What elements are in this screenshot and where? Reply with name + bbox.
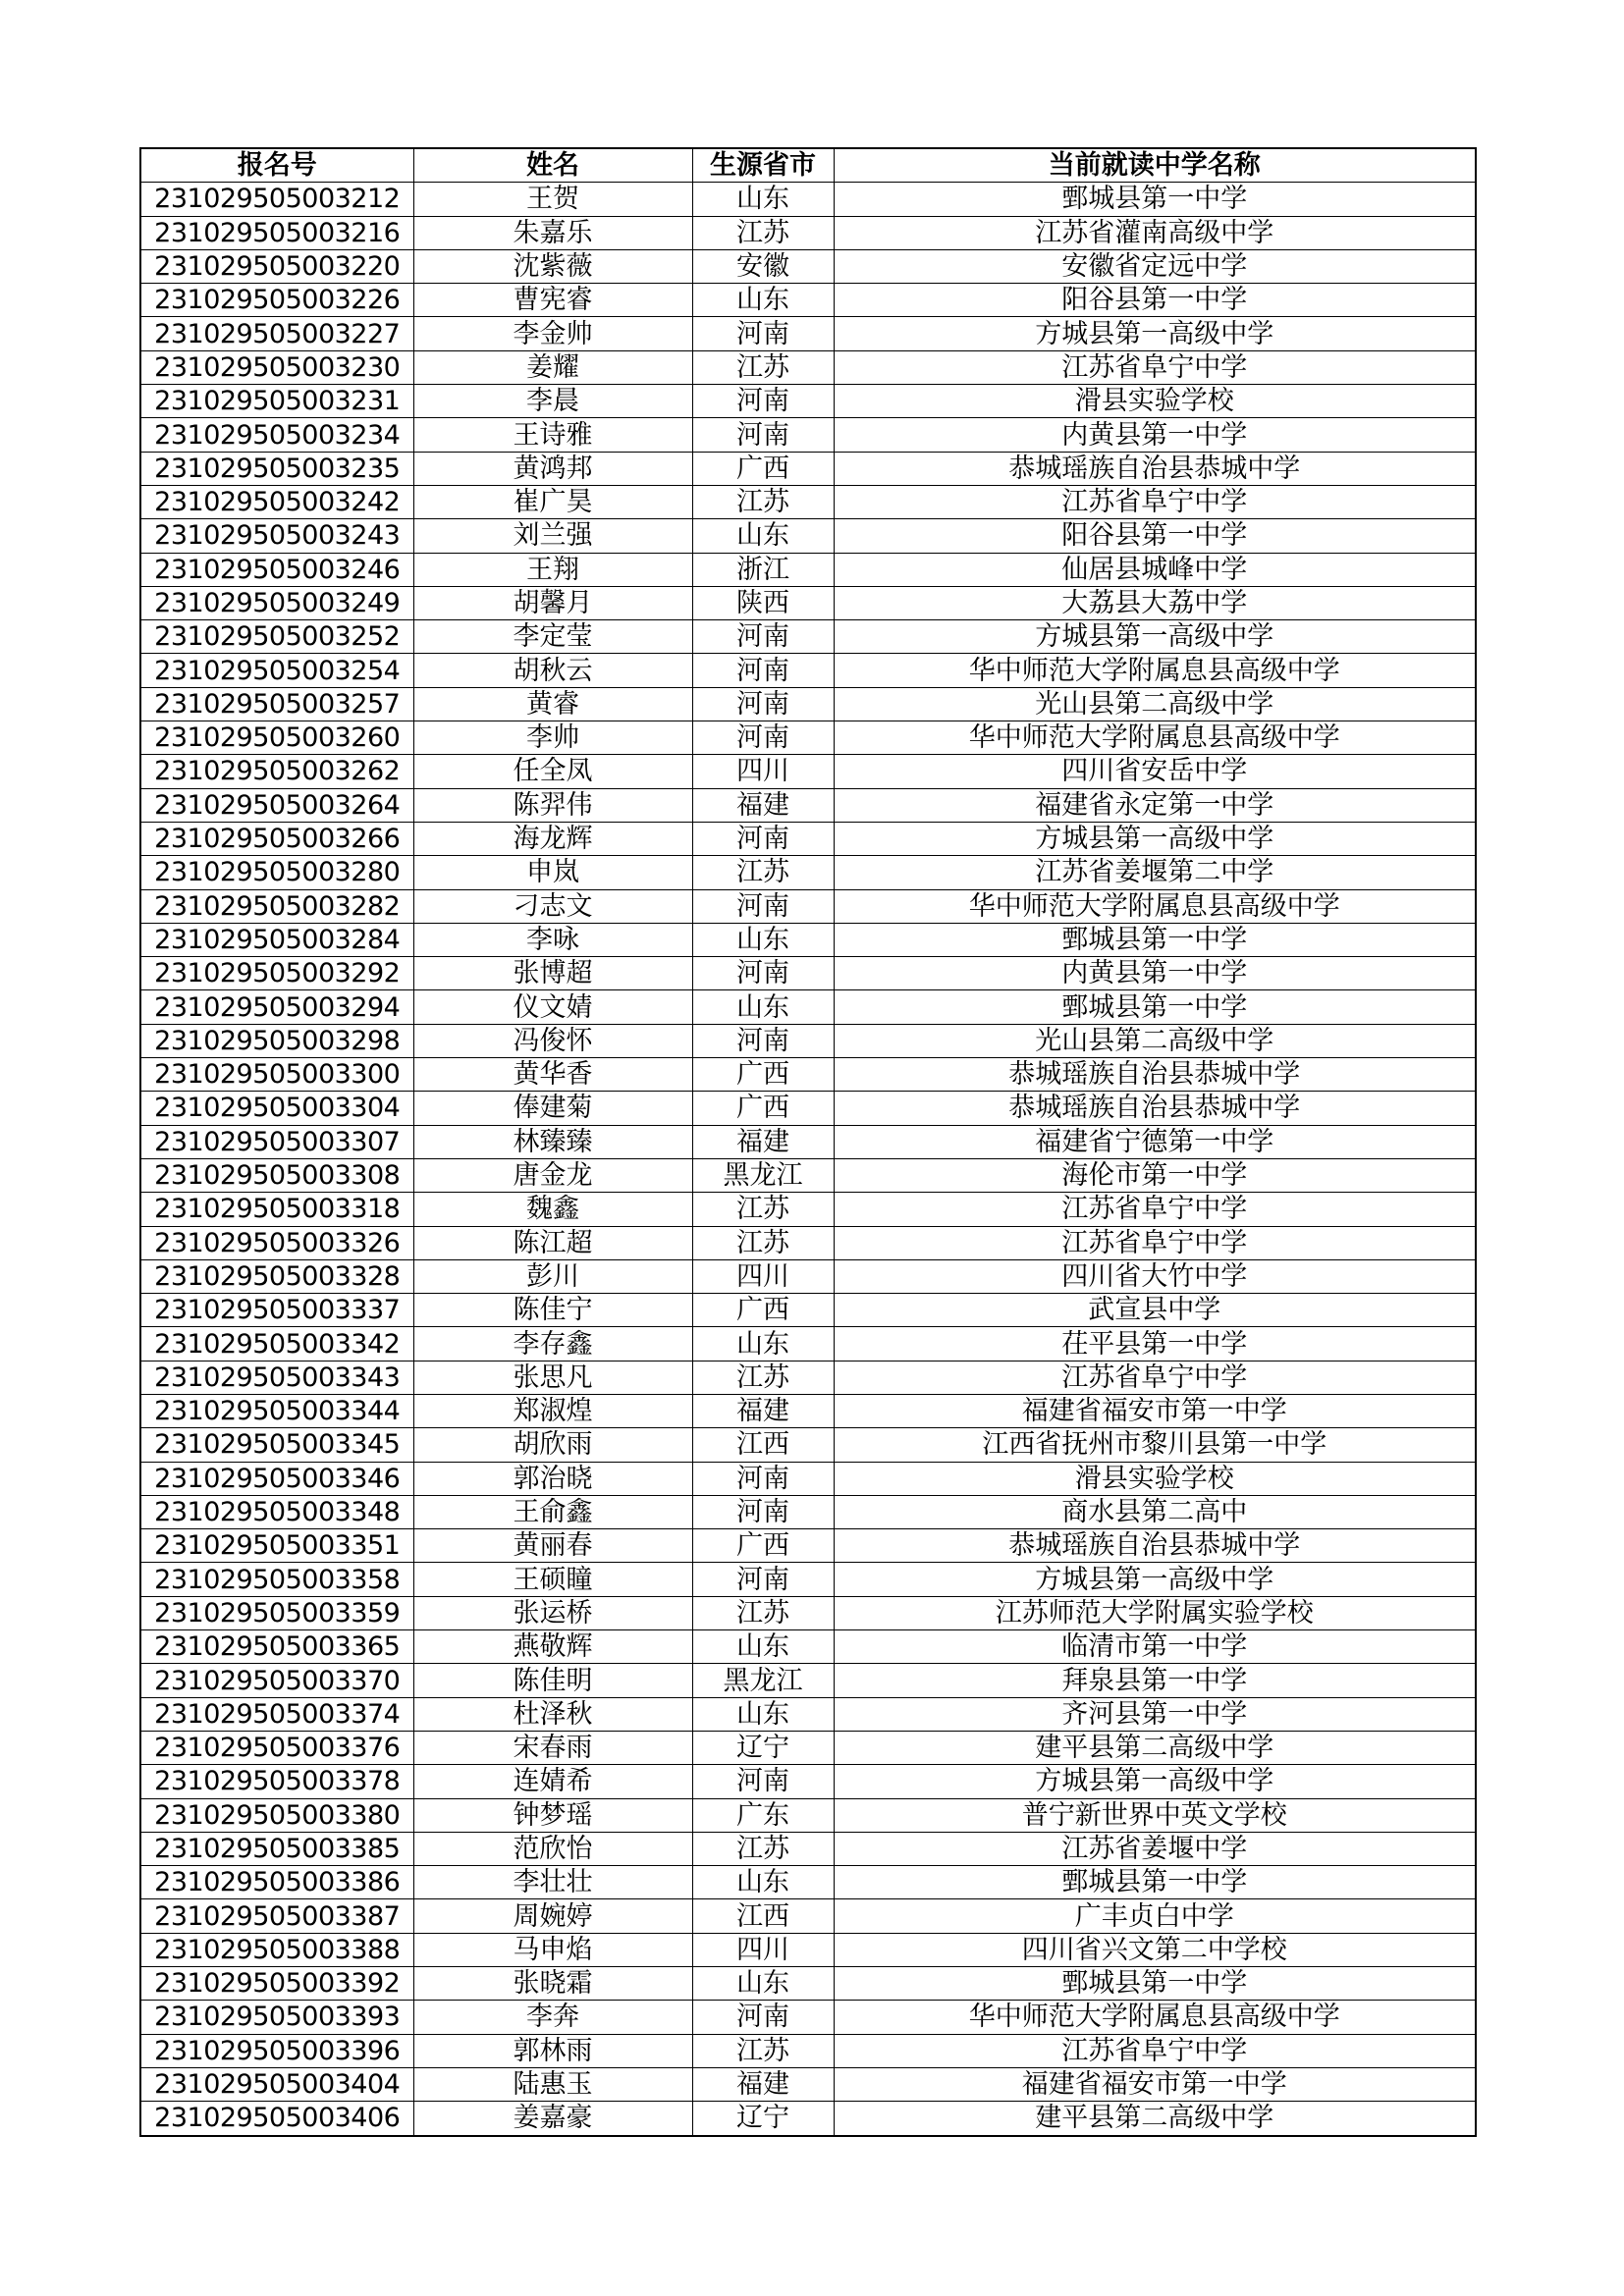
province-cell: 山东 xyxy=(692,1697,834,1731)
table-row xyxy=(140,2102,1476,2136)
school-name-cell: 阳谷县第一中学 xyxy=(834,284,1476,317)
student-name-cell: 彭川 xyxy=(413,1259,692,1293)
school-name-cell: 方城县第一高级中学 xyxy=(834,822,1476,855)
school-name-cell: 方城县第一高级中学 xyxy=(834,1563,1476,1596)
table-row xyxy=(140,1092,1476,1125)
registration-number-cell: 231029505003406 xyxy=(140,2102,413,2136)
school-name-cell: 华中师范大学附属息县高级中学 xyxy=(834,889,1476,923)
student-name-cell: 王诗雅 xyxy=(413,418,692,452)
table-row xyxy=(140,1193,1476,1226)
school-name-cell: 鄄城县第一中学 xyxy=(834,183,1476,216)
student-name-cell: 申岚 xyxy=(413,856,692,889)
registration-number-cell: 231029505003266 xyxy=(140,822,413,855)
school-name-cell: 鄄城县第一中学 xyxy=(834,1967,1476,2001)
registration-number-cell: 231029505003393 xyxy=(140,2001,413,2034)
school-name-cell: 广丰贞白中学 xyxy=(834,1899,1476,1933)
registration-number-cell: 231029505003254 xyxy=(140,654,413,687)
province-cell: 河南 xyxy=(692,1563,834,1596)
table-row xyxy=(140,1428,1476,1462)
table-row xyxy=(140,620,1476,654)
table-row xyxy=(140,183,1476,216)
school-name-cell: 华中师范大学附属息县高级中学 xyxy=(834,721,1476,755)
province-cell: 江苏 xyxy=(692,485,834,518)
province-cell: 四川 xyxy=(692,755,834,788)
province-cell: 安徽 xyxy=(692,249,834,283)
registration-number-cell: 231029505003318 xyxy=(140,1193,413,1226)
student-name-cell: 胡馨月 xyxy=(413,586,692,619)
school-name-cell: 四川省大竹中学 xyxy=(834,1259,1476,1293)
province-cell: 江苏 xyxy=(692,1226,834,1259)
province-cell: 山东 xyxy=(692,990,834,1024)
student-name-cell: 张思凡 xyxy=(413,1361,692,1394)
table-row xyxy=(140,822,1476,855)
school-name-cell: 华中师范大学附属息县高级中学 xyxy=(834,654,1476,687)
school-name-cell: 江苏省阜宁中学 xyxy=(834,350,1476,384)
province-cell: 山东 xyxy=(692,284,834,317)
school-name-cell: 滑县实验学校 xyxy=(834,1462,1476,1495)
registration-number-cell: 231029505003392 xyxy=(140,1967,413,2001)
student-name-cell: 刘兰强 xyxy=(413,519,692,553)
province-cell: 山东 xyxy=(692,1630,834,1664)
student-name-cell: 陆惠玉 xyxy=(413,2067,692,2101)
registration-number-cell: 231029505003376 xyxy=(140,1731,413,1764)
registration-number-cell: 231029505003328 xyxy=(140,1259,413,1293)
registration-number-cell: 231029505003235 xyxy=(140,452,413,485)
school-name-cell: 鄄城县第一中学 xyxy=(834,990,1476,1024)
student-name-cell: 李晨 xyxy=(413,385,692,418)
province-cell: 河南 xyxy=(692,687,834,721)
school-name-cell: 建平县第二高级中学 xyxy=(834,2102,1476,2136)
school-name-cell: 恭城瑶族自治县恭城中学 xyxy=(834,452,1476,485)
table-row xyxy=(140,485,1476,518)
province-cell: 山东 xyxy=(692,923,834,956)
registration-number-cell: 231029505003216 xyxy=(140,216,413,249)
school-name-cell: 光山县第二高级中学 xyxy=(834,687,1476,721)
school-name-cell: 江苏省阜宁中学 xyxy=(834,1193,1476,1226)
table-row xyxy=(140,1866,1476,1899)
province-cell: 山东 xyxy=(692,519,834,553)
province-cell: 福建 xyxy=(692,1394,834,1427)
registration-number-cell: 231029505003308 xyxy=(140,1158,413,1192)
school-name-cell: 福建省永定第一中学 xyxy=(834,788,1476,822)
table-row xyxy=(140,1731,1476,1764)
province-cell: 江苏 xyxy=(692,1832,834,1865)
province-cell: 河南 xyxy=(692,721,834,755)
province-cell: 福建 xyxy=(692,2067,834,2101)
table-row xyxy=(140,721,1476,755)
student-name-cell: 姜耀 xyxy=(413,350,692,384)
student-name-cell: 李存鑫 xyxy=(413,1327,692,1361)
registration-number-cell: 231029505003284 xyxy=(140,923,413,956)
school-name-cell: 仙居县城峰中学 xyxy=(834,553,1476,586)
table-row xyxy=(140,1058,1476,1092)
school-name-cell: 四川省安岳中学 xyxy=(834,755,1476,788)
student-name-cell: 陈佳明 xyxy=(413,1664,692,1697)
student-name-cell: 王俞鑫 xyxy=(413,1495,692,1528)
school-name-cell: 光山县第二高级中学 xyxy=(834,1024,1476,1057)
school-name-cell: 普宁新世界中英文学校 xyxy=(834,1798,1476,1832)
table-row xyxy=(140,1596,1476,1629)
table-row xyxy=(140,553,1476,586)
registration-number-cell: 231029505003304 xyxy=(140,1092,413,1125)
school-name-cell: 大荔县大荔中学 xyxy=(834,586,1476,619)
school-name-cell: 江西省抚州市黎川县第一中学 xyxy=(834,1428,1476,1462)
table-row xyxy=(140,350,1476,384)
school-name-cell: 恭城瑶族自治县恭城中学 xyxy=(834,1058,1476,1092)
school-name-cell: 福建省宁德第一中学 xyxy=(834,1125,1476,1158)
student-name-cell: 张晓霜 xyxy=(413,1967,692,2001)
registration-number-cell: 231029505003378 xyxy=(140,1765,413,1798)
province-cell: 河南 xyxy=(692,1024,834,1057)
table-row xyxy=(140,1327,1476,1361)
school-name-cell: 安徽省定远中学 xyxy=(834,249,1476,283)
registration-number-cell: 231029505003374 xyxy=(140,1697,413,1731)
province-cell: 广西 xyxy=(692,452,834,485)
table-row xyxy=(140,216,1476,249)
province-cell: 河南 xyxy=(692,822,834,855)
student-name-cell: 胡秋云 xyxy=(413,654,692,687)
student-name-cell: 林臻臻 xyxy=(413,1125,692,1158)
school-name-cell: 方城县第一高级中学 xyxy=(834,317,1476,350)
table-row xyxy=(140,889,1476,923)
table-row xyxy=(140,249,1476,283)
student-name-cell: 崔广昊 xyxy=(413,485,692,518)
province-cell: 河南 xyxy=(692,654,834,687)
school-name-cell: 内黄县第一中学 xyxy=(834,957,1476,990)
header-province: 生源省市 xyxy=(692,148,834,183)
registration-number-cell: 231029505003326 xyxy=(140,1226,413,1259)
school-name-cell: 江苏省灌南高级中学 xyxy=(834,216,1476,249)
school-name-cell: 阳谷县第一中学 xyxy=(834,519,1476,553)
table-row xyxy=(140,1294,1476,1327)
student-name-cell: 郭林雨 xyxy=(413,2034,692,2067)
province-cell: 广西 xyxy=(692,1092,834,1125)
student-name-cell: 周婉婷 xyxy=(413,1899,692,1933)
province-cell: 河南 xyxy=(692,418,834,452)
registration-number-cell: 231029505003345 xyxy=(140,1428,413,1462)
province-cell: 河南 xyxy=(692,957,834,990)
table-row xyxy=(140,1630,1476,1664)
school-name-cell: 鄄城县第一中学 xyxy=(834,1866,1476,1899)
student-name-cell: 宋春雨 xyxy=(413,1731,692,1764)
registration-number-cell: 231029505003264 xyxy=(140,788,413,822)
province-cell: 江苏 xyxy=(692,1361,834,1394)
table-row xyxy=(140,586,1476,619)
province-cell: 河南 xyxy=(692,2001,834,2034)
student-name-cell: 张博超 xyxy=(413,957,692,990)
student-name-cell: 李定莹 xyxy=(413,620,692,654)
table-row xyxy=(140,317,1476,350)
school-name-cell: 茌平县第一中学 xyxy=(834,1327,1476,1361)
registration-number-cell: 231029505003346 xyxy=(140,1462,413,1495)
table-row xyxy=(140,1697,1476,1731)
school-name-cell: 鄄城县第一中学 xyxy=(834,923,1476,956)
table-row xyxy=(140,1563,1476,1596)
table-row xyxy=(140,856,1476,889)
school-name-cell: 福建省福安市第一中学 xyxy=(834,2067,1476,2101)
registration-number-cell: 231029505003226 xyxy=(140,284,413,317)
student-name-cell: 王翔 xyxy=(413,553,692,586)
student-name-cell: 陈羿伟 xyxy=(413,788,692,822)
student-name-cell: 王贺 xyxy=(413,183,692,216)
table-row xyxy=(140,1664,1476,1697)
province-cell: 江西 xyxy=(692,1428,834,1462)
header-school: 当前就读中学名称 xyxy=(834,148,1476,183)
table-row xyxy=(140,1495,1476,1528)
student-name-cell: 曹宪睿 xyxy=(413,284,692,317)
student-name-cell: 杜泽秋 xyxy=(413,1697,692,1731)
province-cell: 福建 xyxy=(692,788,834,822)
registration-number-cell: 231029505003292 xyxy=(140,957,413,990)
registration-number-cell: 231029505003294 xyxy=(140,990,413,1024)
province-cell: 黑龙江 xyxy=(692,1158,834,1192)
table-row xyxy=(140,2001,1476,2034)
student-name-cell: 魏鑫 xyxy=(413,1193,692,1226)
student-name-cell: 郑淑煌 xyxy=(413,1394,692,1427)
province-cell: 广西 xyxy=(692,1294,834,1327)
registration-number-cell: 231029505003231 xyxy=(140,385,413,418)
registration-number-cell: 231029505003307 xyxy=(140,1125,413,1158)
registration-number-cell: 231029505003404 xyxy=(140,2067,413,2101)
registration-number-cell: 231029505003387 xyxy=(140,1899,413,1933)
school-name-cell: 江苏师范大学附属实验学校 xyxy=(834,1596,1476,1629)
school-name-cell: 武宣县中学 xyxy=(834,1294,1476,1327)
province-cell: 广东 xyxy=(692,1798,834,1832)
registration-number-cell: 231029505003359 xyxy=(140,1596,413,1629)
registration-number-cell: 231029505003351 xyxy=(140,1529,413,1563)
table-row xyxy=(140,990,1476,1024)
province-cell: 河南 xyxy=(692,1495,834,1528)
school-name-cell: 齐河县第一中学 xyxy=(834,1697,1476,1731)
table-row xyxy=(140,284,1476,317)
province-cell: 河南 xyxy=(692,1765,834,1798)
student-name-cell: 李奔 xyxy=(413,2001,692,2034)
table-row xyxy=(140,957,1476,990)
province-cell: 河南 xyxy=(692,385,834,418)
table-row xyxy=(140,1832,1476,1865)
table-row xyxy=(140,1899,1476,1933)
student-name-cell: 马申焰 xyxy=(413,1933,692,1966)
table-row xyxy=(140,654,1476,687)
school-name-cell: 建平县第二高级中学 xyxy=(834,1731,1476,1764)
admission-list-table xyxy=(139,147,1477,2137)
student-name-cell: 朱嘉乐 xyxy=(413,216,692,249)
table-row xyxy=(140,2067,1476,2101)
student-name-cell: 陈江超 xyxy=(413,1226,692,1259)
province-cell: 河南 xyxy=(692,317,834,350)
registration-number-cell: 231029505003396 xyxy=(140,2034,413,2067)
table-row xyxy=(140,755,1476,788)
province-cell: 江苏 xyxy=(692,216,834,249)
table-row xyxy=(140,1125,1476,1158)
registration-number-cell: 231029505003234 xyxy=(140,418,413,452)
student-name-cell: 刁志文 xyxy=(413,889,692,923)
header-registration-number: 报名号 xyxy=(140,148,413,183)
province-cell: 江西 xyxy=(692,1899,834,1933)
school-name-cell: 临清市第一中学 xyxy=(834,1630,1476,1664)
registration-number-cell: 231029505003385 xyxy=(140,1832,413,1865)
student-name-cell: 海龙辉 xyxy=(413,822,692,855)
student-name-cell: 陈佳宁 xyxy=(413,1294,692,1327)
registration-number-cell: 231029505003344 xyxy=(140,1394,413,1427)
registration-number-cell: 231029505003348 xyxy=(140,1495,413,1528)
student-name-cell: 连婧希 xyxy=(413,1765,692,1798)
student-name-cell: 李帅 xyxy=(413,721,692,755)
registration-number-cell: 231029505003300 xyxy=(140,1058,413,1092)
table-row xyxy=(140,1462,1476,1495)
student-name-cell: 俸建菊 xyxy=(413,1092,692,1125)
province-cell: 河南 xyxy=(692,620,834,654)
table-row xyxy=(140,1361,1476,1394)
table-row xyxy=(140,1529,1476,1563)
student-name-cell: 黄鸿邦 xyxy=(413,452,692,485)
table-row xyxy=(140,923,1476,956)
table-row xyxy=(140,1226,1476,1259)
province-cell: 河南 xyxy=(692,1462,834,1495)
school-name-cell: 江苏省阜宁中学 xyxy=(834,2034,1476,2067)
school-name-cell: 江苏省姜堰中学 xyxy=(834,1832,1476,1865)
student-name-cell: 钟梦瑶 xyxy=(413,1798,692,1832)
province-cell: 陕西 xyxy=(692,586,834,619)
registration-number-cell: 231029505003343 xyxy=(140,1361,413,1394)
registration-number-cell: 231029505003282 xyxy=(140,889,413,923)
registration-number-cell: 231029505003386 xyxy=(140,1866,413,1899)
registration-number-cell: 231029505003388 xyxy=(140,1933,413,1966)
school-name-cell: 滑县实验学校 xyxy=(834,385,1476,418)
table-row xyxy=(140,519,1476,553)
header-name: 姓名 xyxy=(413,148,692,183)
school-name-cell: 方城县第一高级中学 xyxy=(834,620,1476,654)
province-cell: 四川 xyxy=(692,1259,834,1293)
registration-number-cell: 231029505003358 xyxy=(140,1563,413,1596)
table-row xyxy=(140,1024,1476,1057)
table-row xyxy=(140,418,1476,452)
student-name-cell: 李壮壮 xyxy=(413,1866,692,1899)
school-name-cell: 江苏省阜宁中学 xyxy=(834,1226,1476,1259)
student-name-cell: 范欣怡 xyxy=(413,1832,692,1865)
student-name-cell: 黄丽春 xyxy=(413,1529,692,1563)
province-cell: 江苏 xyxy=(692,856,834,889)
student-name-cell: 冯俊怀 xyxy=(413,1024,692,1057)
table-row xyxy=(140,1394,1476,1427)
student-name-cell: 沈紫薇 xyxy=(413,249,692,283)
registration-number-cell: 231029505003262 xyxy=(140,755,413,788)
student-name-cell: 郭治晓 xyxy=(413,1462,692,1495)
table-row xyxy=(140,452,1476,485)
student-name-cell: 仪文婧 xyxy=(413,990,692,1024)
table-header-row xyxy=(140,148,1476,183)
registration-number-cell: 231029505003252 xyxy=(140,620,413,654)
school-name-cell: 江苏省姜堰第二中学 xyxy=(834,856,1476,889)
registration-number-cell: 231029505003365 xyxy=(140,1630,413,1664)
school-name-cell: 江苏省阜宁中学 xyxy=(834,485,1476,518)
registration-number-cell: 231029505003342 xyxy=(140,1327,413,1361)
table-row xyxy=(140,1765,1476,1798)
school-name-cell: 福建省福安市第一中学 xyxy=(834,1394,1476,1427)
school-name-cell: 拜泉县第一中学 xyxy=(834,1664,1476,1697)
school-name-cell: 华中师范大学附属息县高级中学 xyxy=(834,2001,1476,2034)
school-name-cell: 恭城瑶族自治县恭城中学 xyxy=(834,1092,1476,1125)
province-cell: 广西 xyxy=(692,1058,834,1092)
student-name-cell: 李金帅 xyxy=(413,317,692,350)
table-row xyxy=(140,2034,1476,2067)
province-cell: 山东 xyxy=(692,183,834,216)
student-name-cell: 胡欣雨 xyxy=(413,1428,692,1462)
province-cell: 江苏 xyxy=(692,2034,834,2067)
student-name-cell: 姜嘉豪 xyxy=(413,2102,692,2136)
registration-number-cell: 231029505003227 xyxy=(140,317,413,350)
province-cell: 辽宁 xyxy=(692,2102,834,2136)
student-name-cell: 黄华香 xyxy=(413,1058,692,1092)
school-name-cell: 内黄县第一中学 xyxy=(834,418,1476,452)
registration-number-cell: 231029505003380 xyxy=(140,1798,413,1832)
registration-number-cell: 231029505003370 xyxy=(140,1664,413,1697)
table-row xyxy=(140,1933,1476,1966)
table-row xyxy=(140,788,1476,822)
table-row xyxy=(140,687,1476,721)
registration-number-cell: 231029505003220 xyxy=(140,249,413,283)
school-name-cell: 海伦市第一中学 xyxy=(834,1158,1476,1192)
registration-number-cell: 231029505003242 xyxy=(140,485,413,518)
province-cell: 广西 xyxy=(692,1529,834,1563)
registration-number-cell: 231029505003257 xyxy=(140,687,413,721)
table-row xyxy=(140,1798,1476,1832)
province-cell: 福建 xyxy=(692,1125,834,1158)
province-cell: 江苏 xyxy=(692,350,834,384)
registration-number-cell: 231029505003298 xyxy=(140,1024,413,1057)
student-name-cell: 黄睿 xyxy=(413,687,692,721)
school-name-cell: 方城县第一高级中学 xyxy=(834,1765,1476,1798)
province-cell: 山东 xyxy=(692,1327,834,1361)
student-name-cell: 任全凤 xyxy=(413,755,692,788)
province-cell: 山东 xyxy=(692,1967,834,2001)
province-cell: 河南 xyxy=(692,889,834,923)
province-cell: 黑龙江 xyxy=(692,1664,834,1697)
table-row xyxy=(140,385,1476,418)
province-cell: 江苏 xyxy=(692,1193,834,1226)
student-name-cell: 李咏 xyxy=(413,923,692,956)
table-row xyxy=(140,1967,1476,2001)
student-name-cell: 燕敬辉 xyxy=(413,1630,692,1664)
registration-number-cell: 231029505003280 xyxy=(140,856,413,889)
student-name-cell: 王硕瞳 xyxy=(413,1563,692,1596)
table-row xyxy=(140,1259,1476,1293)
registration-number-cell: 231029505003249 xyxy=(140,586,413,619)
student-name-cell: 唐金龙 xyxy=(413,1158,692,1192)
registration-number-cell: 231029505003243 xyxy=(140,519,413,553)
school-name-cell: 恭城瑶族自治县恭城中学 xyxy=(834,1529,1476,1563)
province-cell: 江苏 xyxy=(692,1596,834,1629)
school-name-cell: 四川省兴文第二中学校 xyxy=(834,1933,1476,1966)
registration-number-cell: 231029505003212 xyxy=(140,183,413,216)
registration-number-cell: 231029505003230 xyxy=(140,350,413,384)
registration-number-cell: 231029505003337 xyxy=(140,1294,413,1327)
registration-number-cell: 231029505003246 xyxy=(140,553,413,586)
student-name-cell: 张运桥 xyxy=(413,1596,692,1629)
province-cell: 辽宁 xyxy=(692,1731,834,1764)
province-cell: 山东 xyxy=(692,1866,834,1899)
school-name-cell: 江苏省阜宁中学 xyxy=(834,1361,1476,1394)
school-name-cell: 商水县第二高中 xyxy=(834,1495,1476,1528)
table-row xyxy=(140,1158,1476,1192)
registration-number-cell: 231029505003260 xyxy=(140,721,413,755)
province-cell: 浙江 xyxy=(692,553,834,586)
province-cell: 四川 xyxy=(692,1933,834,1966)
